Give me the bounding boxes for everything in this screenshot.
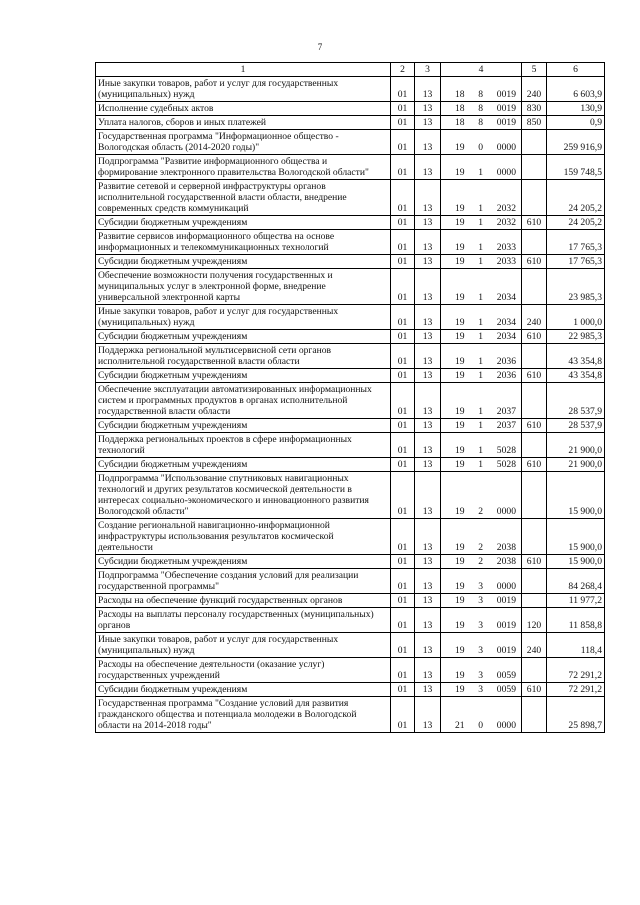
header-cell: 3 [415,63,441,77]
row-rz: 01 [391,230,415,255]
row-name: Субсидии бюджетным учреждениям [96,330,391,344]
table-row [96,255,605,269]
row-vr [522,383,547,419]
row-vr: 610 [522,255,547,269]
row-csr [441,330,522,344]
table-row [96,180,605,216]
csr-part: 1 [478,292,484,303]
table-row [96,569,605,594]
row-vr: 610 [522,330,547,344]
row-amount: 23 985,3 [547,269,605,305]
table-row [96,130,605,155]
row-amount: 17 765,3 [547,255,605,269]
row-vr: 610 [522,683,547,697]
table-row [96,330,605,344]
row-rz: 01 [391,633,415,658]
row-name: Подпрограмма "Использование спутниковых навигационных технологий и других результатов космической деятельности в интересах социально-экономического и инновационного развития Вологодской области" [96,472,391,519]
row-name: Расходы на обеспечение функций государственных органов [96,594,391,608]
page-number: 7 [317,42,323,52]
row-vr [522,658,547,683]
table-row [96,472,605,519]
row-csr [441,180,522,216]
csr-part: 1 [478,331,484,342]
csr-part: 0 [478,142,484,153]
csr-part: 1 [478,445,484,456]
csr-part: 0019 [496,645,516,656]
row-amount: 15 900,0 [547,519,605,555]
row-csr [441,458,522,472]
row-rz: 01 [391,155,415,180]
csr-part: 0000 [496,142,516,153]
row-name: Субсидии бюджетным учреждениям [96,458,391,472]
row-name: Иные закупки товаров, работ и услуг для государственных (муниципальных) нужд [96,633,391,658]
row-vr [522,344,547,369]
csr-part: 21 [455,720,465,731]
table-body [96,77,605,733]
row-amount: 15 900,0 [547,555,605,569]
csr-part: 3 [478,581,484,592]
row-pr: 13 [415,180,441,216]
header-cell: 1 [96,63,391,77]
csr-part: 19 [455,242,465,253]
row-amount: 43 354,8 [547,369,605,383]
row-pr: 13 [415,433,441,458]
row-pr: 13 [415,458,441,472]
row-csr [441,569,522,594]
row-name: Поддержка региональной мультисервисной сети органов исполнительной государственной власти области [96,344,391,369]
table-row [96,433,605,458]
csr-part: 1 [478,203,484,214]
row-name: Субсидии бюджетным учреждениям [96,216,391,230]
row-pr: 13 [415,330,441,344]
csr-part: 2038 [496,556,516,567]
row-rz: 01 [391,697,415,733]
row-amount: 118,4 [547,633,605,658]
row-pr: 13 [415,305,441,330]
csr-part: 19 [455,645,465,656]
row-vr [522,433,547,458]
row-csr [441,633,522,658]
row-pr: 13 [415,633,441,658]
row-rz: 01 [391,433,415,458]
row-name: Государственная программа "Создание условий для развития гражданского общества и потенциала молодежи в Вологодской области на 2014-2018 годы" [96,697,391,733]
row-csr [441,130,522,155]
row-pr: 13 [415,519,441,555]
csr-part: 3 [478,595,484,606]
row-pr: 13 [415,230,441,255]
csr-part: 2034 [496,331,516,342]
csr-part: 0019 [496,89,516,100]
row-amount: 1 000,0 [547,305,605,330]
row-csr [441,419,522,433]
csr-part: 19 [455,506,465,517]
row-name: Субсидии бюджетным учреждениям [96,683,391,697]
table-row [96,633,605,658]
row-vr [522,594,547,608]
csr-part: 0019 [496,595,516,606]
row-name: Уплата налогов, сборов и иных платежей [96,116,391,130]
row-rz: 01 [391,130,415,155]
row-rz: 01 [391,305,415,330]
row-amount: 0,9 [547,116,605,130]
csr-part: 19 [455,581,465,592]
row-amount: 259 916,9 [547,130,605,155]
header-cell: 4 [441,63,522,77]
row-name: Создание региональной навигационно-информационной инфраструктуры использования результатов космической деятельности [96,519,391,555]
csr-part: 2037 [496,406,516,417]
row-pr: 13 [415,419,441,433]
csr-part: 19 [455,420,465,431]
row-name: Исполнение судебных актов [96,102,391,116]
row-name: Подпрограмма "Развитие информационного общества и формирование электронного правительства Вологодской области" [96,155,391,180]
csr-part: 19 [455,292,465,303]
table-row [96,230,605,255]
csr-part: 1 [478,317,484,328]
row-csr [441,555,522,569]
csr-part: 18 [455,103,465,114]
row-pr: 13 [415,569,441,594]
row-pr: 13 [415,658,441,683]
header-cell: 5 [522,63,547,77]
csr-part: 19 [455,459,465,470]
csr-part: 1 [478,167,484,178]
table-row [96,683,605,697]
csr-part: 19 [455,406,465,417]
row-rz: 01 [391,419,415,433]
csr-part: 3 [478,670,484,681]
row-csr [441,433,522,458]
csr-part: 1 [478,217,484,228]
row-rz: 01 [391,269,415,305]
table-row [96,369,605,383]
row-amount: 43 354,8 [547,344,605,369]
row-csr [441,519,522,555]
row-vr: 240 [522,633,547,658]
row-csr [441,383,522,419]
row-rz: 01 [391,216,415,230]
table-row [96,216,605,230]
row-amount: 22 985,3 [547,330,605,344]
row-amount: 25 898,7 [547,697,605,733]
row-pr: 13 [415,255,441,269]
table-row [96,116,605,130]
row-csr [441,155,522,180]
row-vr: 240 [522,77,547,102]
row-rz: 01 [391,383,415,419]
row-csr [441,255,522,269]
row-csr [441,216,522,230]
csr-part: 19 [455,142,465,153]
row-name: Субсидии бюджетным учреждениям [96,555,391,569]
csr-part: 0059 [496,684,516,695]
row-amount: 21 900,0 [547,433,605,458]
row-name: Расходы на выплаты персоналу государственных (муниципальных) органов [96,608,391,633]
csr-part: 1 [478,370,484,381]
csr-part: 2 [478,556,484,567]
row-rz: 01 [391,180,415,216]
row-rz: 01 [391,569,415,594]
row-pr: 13 [415,216,441,230]
row-amount: 15 900,0 [547,472,605,519]
csr-part: 1 [478,356,484,367]
csr-part: 19 [455,256,465,267]
table-row [96,555,605,569]
csr-part: 2037 [496,420,516,431]
table-row [96,155,605,180]
csr-part: 19 [455,370,465,381]
csr-part: 2036 [496,356,516,367]
row-pr: 13 [415,77,441,102]
csr-part: 0059 [496,670,516,681]
table-row [96,383,605,419]
row-vr [522,155,547,180]
row-pr: 13 [415,130,441,155]
csr-part: 1 [478,459,484,470]
csr-part: 2038 [496,542,516,553]
csr-part: 8 [478,103,484,114]
row-name: Развитие сервисов информационного общества на основе информационных и телекоммуникационных технологий [96,230,391,255]
csr-part: 3 [478,620,484,631]
row-rz: 01 [391,344,415,369]
row-rz: 01 [391,330,415,344]
table-row [96,608,605,633]
table-row [96,458,605,472]
csr-part: 0 [478,720,484,731]
csr-part: 0019 [496,103,516,114]
csr-part: 0019 [496,620,516,631]
csr-part: 2033 [496,256,516,267]
row-pr: 13 [415,697,441,733]
row-vr [522,130,547,155]
csr-part: 19 [455,217,465,228]
csr-part: 19 [455,331,465,342]
row-amount: 11 858,8 [547,608,605,633]
csr-part: 0000 [496,506,516,517]
row-pr: 13 [415,369,441,383]
csr-part: 19 [455,445,465,456]
csr-part: 19 [455,317,465,328]
csr-part: 2034 [496,292,516,303]
header-cell: 2 [391,63,415,77]
row-rz: 01 [391,683,415,697]
row-csr [441,697,522,733]
row-name: Субсидии бюджетным учреждениям [96,419,391,433]
csr-part: 19 [455,356,465,367]
csr-part: 1 [478,420,484,431]
csr-part: 3 [478,645,484,656]
row-vr [522,569,547,594]
row-vr: 240 [522,305,547,330]
csr-part: 8 [478,117,484,128]
csr-part: 0019 [496,117,516,128]
row-amount: 24 205,2 [547,180,605,216]
row-rz: 01 [391,77,415,102]
csr-part: 3 [478,684,484,695]
row-pr: 13 [415,155,441,180]
row-pr: 13 [415,269,441,305]
row-name: Расходы на обеспечение деятельности (оказание услуг) государственных учреждений [96,658,391,683]
header-cell: 6 [547,63,605,77]
row-csr [441,472,522,519]
row-name: Обеспечение возможности получения государственных и муниципальных услуг в электронной форме, внедрение универсальной электронной карты [96,269,391,305]
row-vr: 830 [522,102,547,116]
row-name: Иные закупки товаров, работ и услуг для государственных (муниципальных) нужд [96,305,391,330]
row-rz: 01 [391,658,415,683]
row-vr: 610 [522,216,547,230]
csr-part: 2 [478,542,484,553]
row-rz: 01 [391,255,415,269]
csr-part: 19 [455,556,465,567]
row-csr [441,77,522,102]
row-pr: 13 [415,116,441,130]
csr-part: 1 [478,242,484,253]
row-amount: 24 205,2 [547,216,605,230]
row-rz: 01 [391,116,415,130]
row-vr [522,697,547,733]
row-rz: 01 [391,555,415,569]
row-pr: 13 [415,383,441,419]
row-rz: 01 [391,458,415,472]
row-amount: 159 748,5 [547,155,605,180]
table-header [96,63,605,77]
table-row [96,419,605,433]
row-vr [522,472,547,519]
row-amount: 72 291,2 [547,658,605,683]
row-vr: 610 [522,419,547,433]
table-row [96,344,605,369]
row-rz: 01 [391,608,415,633]
csr-part: 19 [455,167,465,178]
csr-part: 19 [455,620,465,631]
row-rz: 01 [391,594,415,608]
csr-part: 0000 [496,581,516,592]
row-csr [441,594,522,608]
row-csr [441,683,522,697]
table-row [96,519,605,555]
row-csr [441,369,522,383]
row-csr [441,269,522,305]
row-amount: 72 291,2 [547,683,605,697]
row-csr [441,230,522,255]
table-row [96,594,605,608]
row-rz: 01 [391,102,415,116]
table-row [96,305,605,330]
csr-part: 8 [478,89,484,100]
row-amount: 6 603,9 [547,77,605,102]
row-pr: 13 [415,608,441,633]
row-name: Развитие сетевой и серверной инфраструктуры органов исполнительной государственной власти области, внедрение современных средств коммуникаций [96,180,391,216]
row-vr [522,519,547,555]
row-amount: 28 537,9 [547,419,605,433]
row-name: Поддержка региональных проектов в сфере информационных технологий [96,433,391,458]
row-amount: 84 268,4 [547,569,605,594]
csr-part: 2036 [496,370,516,381]
row-csr [441,658,522,683]
row-amount: 130,9 [547,102,605,116]
row-vr [522,269,547,305]
row-pr: 13 [415,344,441,369]
row-rz: 01 [391,519,415,555]
csr-part: 2 [478,506,484,517]
csr-part: 2032 [496,217,516,228]
table-row [96,102,605,116]
csr-part: 19 [455,542,465,553]
row-csr [441,116,522,130]
row-amount: 17 765,3 [547,230,605,255]
csr-part: 19 [455,684,465,695]
row-vr: 120 [522,608,547,633]
row-vr: 610 [522,458,547,472]
row-pr: 13 [415,472,441,519]
row-csr [441,305,522,330]
row-csr [441,608,522,633]
row-amount: 11 977,2 [547,594,605,608]
csr-part: 19 [455,670,465,681]
row-rz: 01 [391,472,415,519]
csr-part: 0000 [496,720,516,731]
row-name: Государственная программа "Информационное общество - Вологодская область (2014-2020 годы)" [96,130,391,155]
csr-part: 5028 [496,459,516,470]
budget-table [95,62,605,733]
row-pr: 13 [415,555,441,569]
row-vr [522,230,547,255]
table-row [96,697,605,733]
row-name: Обеспечение эксплуатации автоматизированных информационных систем и программных продуктов в органах исполнительной государственной власти области [96,383,391,419]
csr-part: 0000 [496,167,516,178]
row-amount: 21 900,0 [547,458,605,472]
row-csr [441,344,522,369]
csr-part: 19 [455,203,465,214]
row-vr [522,180,547,216]
csr-part: 18 [455,89,465,100]
table-row [96,269,605,305]
csr-part: 2032 [496,203,516,214]
row-name: Субсидии бюджетным учреждениям [96,255,391,269]
table-row [96,658,605,683]
table-row [96,77,605,102]
row-amount: 28 537,9 [547,383,605,419]
row-pr: 13 [415,102,441,116]
csr-part: 1 [478,256,484,267]
row-name: Подпрограмма "Обеспечение создания условий для реализации государственной программы" [96,569,391,594]
csr-part: 2034 [496,317,516,328]
csr-part: 1 [478,406,484,417]
row-csr [441,102,522,116]
row-name: Субсидии бюджетным учреждениям [96,369,391,383]
csr-part: 19 [455,595,465,606]
row-vr: 850 [522,116,547,130]
row-name: Иные закупки товаров, работ и услуг для государственных (муниципальных) нужд [96,77,391,102]
row-pr: 13 [415,683,441,697]
row-vr: 610 [522,369,547,383]
row-rz: 01 [391,369,415,383]
csr-part: 5028 [496,445,516,456]
row-pr: 13 [415,594,441,608]
row-vr: 610 [522,555,547,569]
csr-part: 2033 [496,242,516,253]
csr-part: 18 [455,117,465,128]
